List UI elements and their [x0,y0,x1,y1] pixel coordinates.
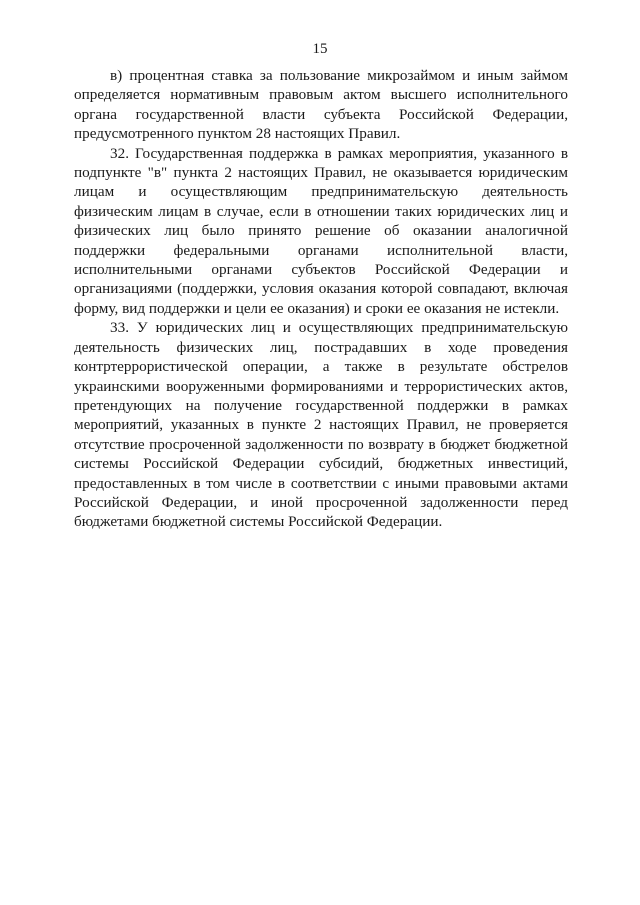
paragraph-subitem-v: в) процентная ставка за пользование микрозаймом и иным займом определяется нормативным правовым актом высшего исполнительного органа государственной власти субъекта Российской Федерации, предусмотренного пунктом 28 настоящих Правил. [74,67,568,143]
paragraph-33: 33. У юридических лиц и осуществляющих предпринимательскую деятельность физических лиц, пострадавших в ходе проведения контртеррористической операции, а также в результате обстрелов украинскими вооруженными формированиями и террористических актов, претендующих на получение государственной поддержки в рамках мероприятий, указанных в пункте 2 настоящих Правил, не проверяется отсутствие просроченной задолженности по возврату в бюджет бюджетной системы Российской Федерации субсидий, бюджетных инвестиций, предоставленных в том числе в соответствии с иными правовыми актами Российской Федерации, и иной просроченной задолженности перед бюджетами бюджетной системы Российской Федерации. [74,319,568,531]
paragraph-32: 32. Государственная поддержка в рамках мероприятия, указанного в подпункте "в" пункта 2 настоящих Правил, не оказывается юридическим лицам и осуществляющим предпринимательскую деятельность физическим лицам в случае, если в отношении таких юридических лиц и физических лиц было принято решение об оказании аналогичной поддержки федеральными органами исполнительной власти, исполнительными органами субъектов Российской Федерации и организациями (поддержки, условия оказания которой совпадают, включая форму, вид поддержки и цели ее оказания) и сроки ее оказания не истекли. [74,144,568,317]
document-body [74,66,568,532]
page-number: 15 [312,41,328,57]
